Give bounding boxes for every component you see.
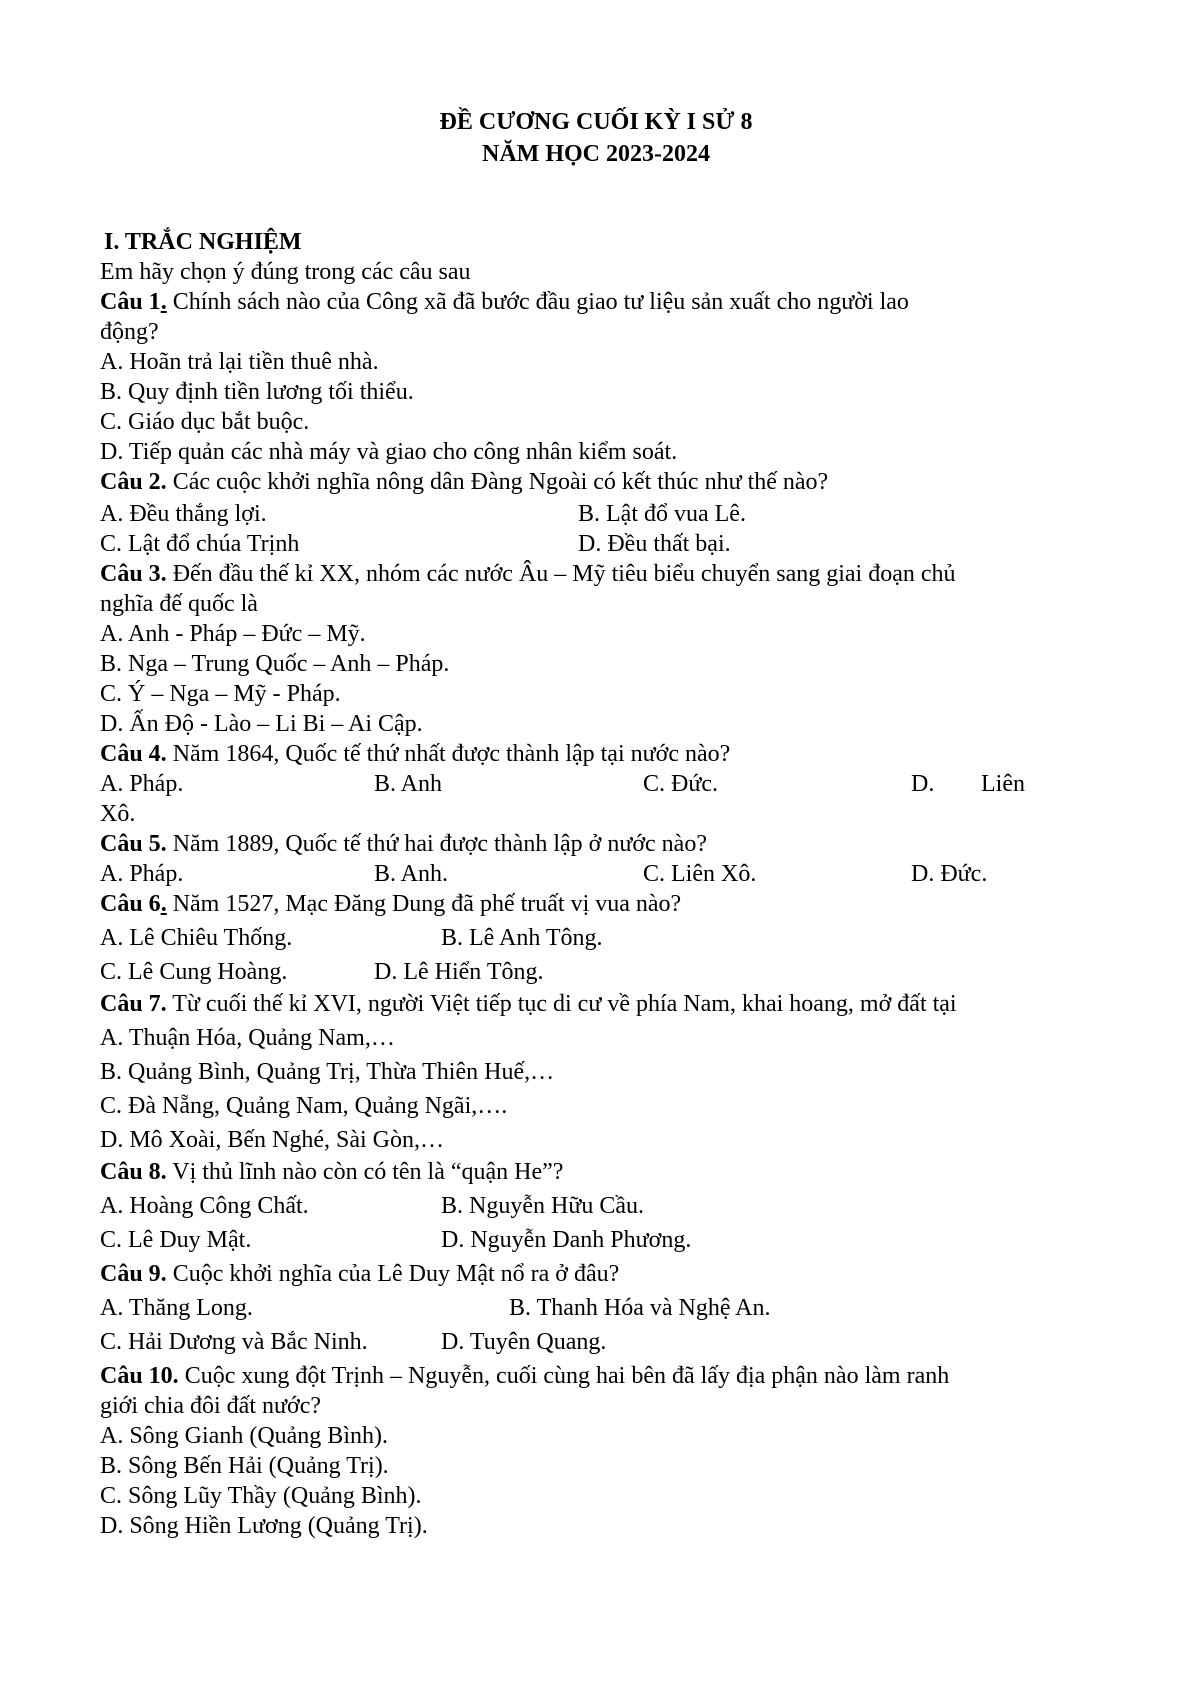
question-label: Câu 4. — [100, 741, 167, 767]
q4-option-b: B. Anh — [374, 771, 443, 797]
question-9 — [100, 1260, 619, 1288]
q9-option-b: B. Thanh Hóa và Nghệ An. — [509, 1295, 771, 1321]
question-1 — [100, 288, 1110, 316]
question-text: Cuộc xung đột Trịnh – Nguyễn, cuối cùng hai bên đã lấy địa phận nào làm ranh — [178, 1363, 950, 1389]
school-year: NĂM HỌC 2023-2024 — [482, 141, 710, 167]
q8-option-c: C. Lê Duy Mật. — [100, 1227, 252, 1253]
q5-option-d: D. Đức. — [911, 861, 988, 887]
question-label: Câu 9. — [100, 1261, 167, 1287]
q3-option-a: A. Anh - Pháp – Đức – Mỹ. — [100, 621, 366, 647]
question-3-text-cont: nghĩa đế quốc là — [100, 591, 258, 617]
q7-option-d: D. Mô Xoài, Bến Nghé, Sài Gòn,… — [100, 1127, 444, 1153]
question-10 — [100, 1362, 949, 1390]
q8-option-b: B. Nguyễn Hữu Cầu. — [441, 1193, 644, 1219]
question-label: Câu 10. — [100, 1363, 179, 1389]
q6-option-a: A. Lê Chiêu Thống. — [100, 925, 293, 951]
question-text: Năm 1889, Quốc tế thứ hai được thành lập ở nước nào? — [166, 831, 707, 857]
question-5 — [100, 830, 707, 858]
question-1-text-cont: động? — [100, 319, 159, 345]
q9-option-a: A. Thăng Long. — [100, 1295, 253, 1321]
q3-option-d: D. Ấn Độ - Lào – Li Bi – Ai Cập. — [100, 711, 423, 737]
question-label: Câu 8. — [100, 1159, 167, 1185]
question-text: Vị thủ lĩnh nào còn có tên là “quận He”? — [166, 1159, 564, 1185]
question-label: Câu 3. — [100, 561, 167, 587]
q9-option-c: C. Hải Dương và Bắc Ninh. — [100, 1329, 368, 1355]
q10-option-a: A. Sông Gianh (Quảng Bình). — [100, 1423, 388, 1449]
q6-option-b: B. Lê Anh Tông. — [441, 925, 603, 951]
q3-option-c: C. Ý – Nga – Mỹ - Pháp. — [100, 681, 341, 707]
question-text: Đến đầu thế kỉ XX, nhóm các nước Âu – Mỹ tiêu biểu chuyển sang giai đoạn chủ — [166, 561, 956, 587]
q1-option-d: D. Tiếp quản các nhà máy và giao cho công nhân kiểm soát. — [100, 439, 678, 465]
question-label-dot: . — [160, 289, 167, 315]
section-heading: I. TRẮC NGHIỆM — [104, 229, 302, 255]
q7-option-c: C. Đà Nẵng, Quảng Nam, Quảng Ngãi,…. — [100, 1093, 508, 1119]
q10-option-c: C. Sông Lũy Thầy (Quảng Bình). — [100, 1483, 422, 1509]
question-label: Câu 6 — [100, 891, 161, 917]
q9-option-d: D. Tuyên Quang. — [441, 1329, 607, 1355]
q5-option-b: B. Anh. — [374, 861, 449, 887]
question-text: Năm 1527, Mạc Đăng Dung đã phế truất vị vua nào? — [166, 891, 682, 917]
q3-option-b: B. Nga – Trung Quốc – Anh – Pháp. — [100, 651, 450, 677]
q4-option-a: A. Pháp. — [100, 771, 184, 797]
q6-option-d: D. Lê Hiển Tông. — [374, 959, 544, 985]
question-label: Câu 2. — [100, 469, 167, 495]
q8-option-a: A. Hoàng Công Chất. — [100, 1193, 309, 1219]
q2-option-c: C. Lật đổ chúa Trịnh — [100, 531, 300, 557]
question-2 — [100, 468, 828, 496]
question-text: Cuộc khởi nghĩa của Lê Duy Mật nổ ra ở đâu? — [166, 1261, 620, 1287]
q1-option-b: B. Quy định tiền lương tối thiểu. — [100, 379, 414, 405]
question-label: Câu 1 — [100, 289, 161, 315]
question-text: Từ cuối thế kỉ XVI, người Việt tiếp tục di cư về phía Nam, khai hoang, mở đất tại — [166, 991, 957, 1017]
document-title: ĐỀ CƯƠNG CUỐI KỲ I SỬ 8 — [439, 109, 753, 135]
question-6 — [100, 890, 681, 918]
q4-option-d-letter: D. — [911, 771, 935, 797]
question-4 — [100, 740, 730, 768]
q10-option-b: B. Sông Bến Hải (Quảng Trị). — [100, 1453, 389, 1479]
question-10-text-cont: giới chia đôi đất nước? — [100, 1393, 321, 1419]
q2-option-b: B. Lật đổ vua Lê. — [578, 501, 746, 527]
question-7 — [100, 990, 957, 1018]
q2-option-d: D. Đều thất bại. — [578, 531, 731, 557]
q4-option-d-cont: Xô. — [100, 801, 136, 827]
question-8 — [100, 1158, 563, 1186]
q10-option-d: D. Sông Hiền Lương (Quảng Trị). — [100, 1513, 428, 1539]
q1-option-a: A. Hoãn trả lại tiền thuê nhà. — [100, 349, 379, 375]
q5-option-a: A. Pháp. — [100, 861, 184, 887]
q4-option-d-word: Liên — [981, 771, 1025, 797]
question-label: Câu 5. — [100, 831, 167, 857]
question-text: Các cuộc khởi nghĩa nông dân Đàng Ngoài có kết thúc như thế nào? — [166, 469, 829, 495]
q4-option-c: C. Đức. — [643, 771, 718, 797]
q7-option-a: A. Thuận Hóa, Quảng Nam,… — [100, 1025, 395, 1051]
question-label: Câu 7. — [100, 991, 167, 1017]
q2-option-a: A. Đều thắng lợi. — [100, 501, 267, 527]
q6-option-c: C. Lê Cung Hoàng. — [100, 959, 288, 985]
q8-option-d: D. Nguyễn Danh Phương. — [441, 1227, 692, 1253]
question-text: Chính sách nào của Công xã đã bước đầu giao tư liệu sản xuất cho người lao — [166, 289, 909, 315]
question-label-dot: . — [160, 891, 167, 917]
q7-option-b: B. Quảng Bình, Quảng Trị, Thừa Thiên Huế,… — [100, 1059, 555, 1085]
question-text: Năm 1864, Quốc tế thứ nhất được thành lập tại nước nào? — [166, 741, 731, 767]
q5-option-c: C. Liên Xô. — [643, 861, 757, 887]
q1-option-c: C. Giáo dục bắt buộc. — [100, 409, 310, 435]
instruction: Em hãy chọn ý đúng trong các câu sau — [100, 259, 471, 285]
question-3 — [100, 560, 956, 588]
